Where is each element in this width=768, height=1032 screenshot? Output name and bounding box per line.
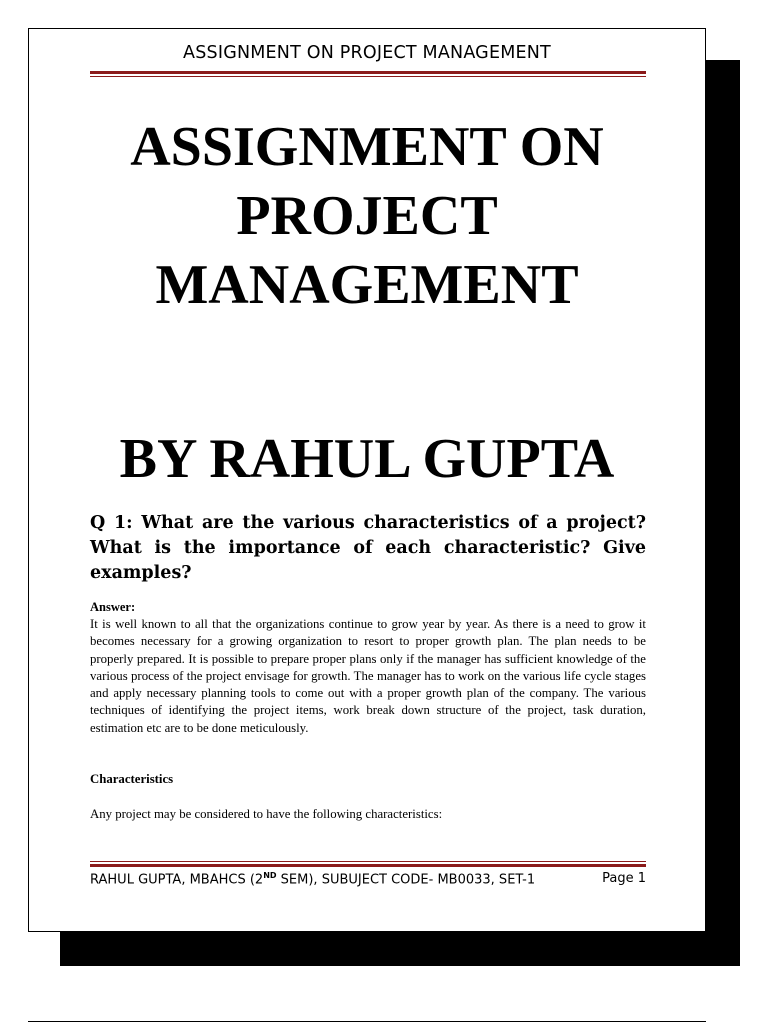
- next-page-edge: [28, 1021, 706, 1032]
- question-heading: Q 1: What are the various characteristics of a project? What is the importance of each characteristic? Give examples?: [90, 513, 646, 583]
- answer-paragraph: It is well known to all that the organizations continue to grow year by year. As there is a need to grow it becomes necessary for a growing organization to resort to proper growth plan. The plan needs to be properly prepared. It is possible to prepare proper plans only if the manager has sufficient knowledge of the various process of the project envisage for growth. The manager has to work on the various life cycle stages and apply necessary planning tools to come out with a proper growth plan of the company. The various techniques of identifying the project items, work break down structure of the project, task duration, estimation etc are to be done meticulously.: [90, 617, 646, 735]
- page-number: Page 1: [602, 871, 646, 886]
- characteristics-intro: Any project may be considered to have the following characteristics:: [90, 807, 443, 821]
- page-header: ASSIGNMENT ON PROJECT MANAGEMENT: [183, 43, 551, 63]
- document-page: [28, 28, 706, 932]
- header-rule-thin: [90, 76, 646, 77]
- document-title-line-3: MANAGEMENT: [155, 254, 579, 316]
- document-title-line-2: PROJECT: [236, 185, 498, 247]
- footer-superscript: ND: [263, 871, 277, 880]
- footer-author-info: [90, 871, 535, 887]
- header-rule-thick: [90, 71, 646, 74]
- document-title-line-1: ASSIGNMENT ON: [130, 116, 604, 178]
- answer-label: Answer:: [90, 600, 136, 614]
- document-author: BY RAHUL GUPTA: [119, 428, 615, 490]
- footer-rule-thick: [90, 864, 646, 867]
- characteristics-heading: Characteristics: [90, 772, 174, 786]
- footer-prefix: RAHUL GUPTA, MBAHCS (2: [90, 872, 264, 888]
- footer-suffix: SEM), SUBUJECT CODE- MB0033, SET-1: [276, 872, 536, 888]
- footer-rule-thin: [90, 861, 646, 862]
